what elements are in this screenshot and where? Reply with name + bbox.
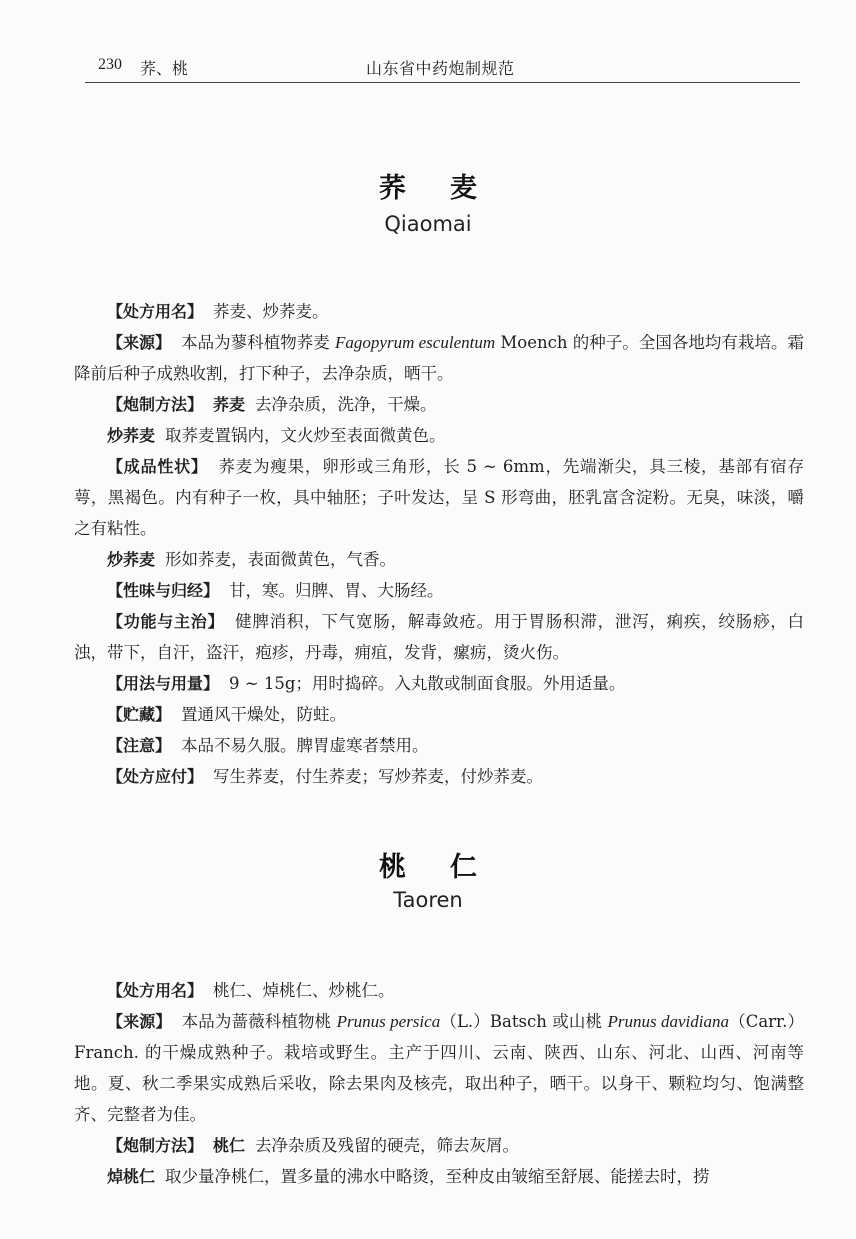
- paragraph-text: 形如荞麦，表面微黄色，气香。: [165, 550, 397, 569]
- header-rule: [85, 82, 800, 83]
- paragraph-text: 取少量净桃仁，置多量的沸水中略烫，至种皮由皱缩至舒展、能搓去时，捞: [165, 1167, 710, 1186]
- paragraph-processing-blanched: [74, 1161, 804, 1192]
- paragraph-prescription-names: [74, 975, 804, 1006]
- section-label: 【功能与主治】: [107, 612, 225, 631]
- sub-heading: 桃仁: [213, 1136, 246, 1155]
- entry-body: [74, 975, 804, 1192]
- paragraph-text: 健脾消积，下气宽肠，解毒敛疮。用于胃肠积滞，泄泻，痢疾，绞肠痧，白浊，带下，自汗，盗汗，疱疹，丹毒，痈疽，发背，瘰疬，烫火伤。: [74, 612, 804, 662]
- paragraph-text: 荞麦为瘦果，卵形或三角形，长 5 ~ 6mm，先端渐尖，具三棱，基部有宿存萼，黑褐色。内有种子一枚，具中轴胚；子叶发达，呈 S 形弯曲，胚乳富含淀粉。无臭，味淡，嚼之有粘性。: [74, 457, 804, 538]
- latin-name: Prunus davidiana: [607, 1012, 729, 1031]
- sub-heading: 荞麦: [213, 395, 246, 414]
- paragraph-dispensing: [74, 761, 804, 792]
- page-number: 230: [98, 56, 122, 73]
- paragraph-source: [74, 327, 804, 389]
- paragraph-caution: [74, 730, 804, 761]
- entry-title: 荞麦: [379, 173, 521, 204]
- paragraph-text: 桃仁、焯桃仁、炒桃仁。: [213, 981, 395, 1000]
- paragraph-text: 甘，寒。归脾、胃、大肠经。: [229, 581, 444, 600]
- section-label: 【成品性状】: [107, 457, 208, 476]
- paragraph-text: 9 ~ 15g；用时捣碎。入丸散或制面食服。外用适量。: [229, 674, 626, 693]
- paragraph-dosage: [74, 668, 804, 699]
- latin-name: Fagopyrum esculentum: [335, 333, 496, 352]
- section-label: 【炮制方法】: [107, 395, 204, 414]
- paragraph-processing: [74, 1130, 804, 1161]
- paragraph-processing: [74, 389, 804, 420]
- paragraph-characteristics: [74, 451, 804, 544]
- section-label: 【性味与归经】: [107, 581, 220, 600]
- paragraph-text: 去净杂质及残留的硬壳，筛去灰屑。: [255, 1136, 520, 1155]
- section-label: 【贮藏】: [107, 705, 172, 724]
- paragraph-nature-meridian: [74, 575, 804, 606]
- book-title: 山东省中药炮制规范: [366, 59, 515, 78]
- section-label: 【处方用名】: [107, 302, 204, 321]
- section-label: 【处方应付】: [107, 767, 204, 786]
- sub-heading: 焯桃仁: [107, 1167, 156, 1186]
- paragraph-text: 置通风干燥处，防蛀。: [181, 705, 347, 724]
- paragraph-functions: [74, 606, 804, 668]
- sub-heading: 炒荞麦: [107, 550, 156, 569]
- section-label: 荞、桃: [140, 59, 189, 78]
- paragraph-text: 本品为蔷薇科植物桃: [181, 1012, 337, 1031]
- entry-pinyin: Taoren: [393, 888, 463, 912]
- paragraph-text: 写生荞麦，付生荞麦；写炒荞麦，付炒荞麦。: [213, 767, 544, 786]
- running-head: [98, 54, 798, 82]
- section-label: 【来源】: [107, 1012, 172, 1031]
- entry-pinyin: Qiaomai: [384, 212, 472, 236]
- paragraph-text: 去净杂质，洗净，干燥。: [255, 395, 437, 414]
- entry-title: 桃仁: [379, 852, 521, 883]
- paragraph-text: 取荞麦置锅内，文火炒至表面微黄色。: [165, 426, 446, 445]
- sub-heading: 炒荞麦: [107, 426, 156, 445]
- paragraph-text: 本品为蓼科植物荞麦: [181, 333, 336, 352]
- section-label: 【用法与用量】: [107, 674, 220, 693]
- paragraph-characteristics-fried: [74, 544, 804, 575]
- section-label: 【炮制方法】: [107, 1136, 204, 1155]
- section-label: 【注意】: [107, 736, 172, 755]
- section-label: 【来源】: [107, 333, 172, 352]
- paragraph-prescription-names: [74, 296, 804, 327]
- section-label: 【处方用名】: [107, 981, 204, 1000]
- latin-name: Prunus persica: [336, 1012, 441, 1031]
- paragraph-processing-fried: [74, 420, 804, 451]
- paragraph-text: 荞麦、炒荞麦。: [213, 302, 329, 321]
- paragraph-source: [74, 1006, 804, 1130]
- paragraph-text: 本品不易久服。脾胃虚寒者禁用。: [181, 736, 429, 755]
- paragraph-text: （Carr.）Franch. 的干燥成熟种子。栽培或野生。主产于四川、云南、陕西、山东、河北、山西、河南等地。夏、秋二季果实成熟后采收，除去果肉及核壳，取出种子，晒干。以身干、颗粒均匀、饱满整齐、完整者为佳。: [74, 1012, 805, 1124]
- entry-body: [74, 296, 804, 792]
- paragraph-storage: [74, 699, 804, 730]
- paragraph-text: Moench 的种子。全国各地均有栽培。霜降前后种子成熟收割，打下种子，去净杂质，晒干。: [74, 333, 804, 383]
- paragraph-text: （L.）Batsch 或山桃: [440, 1012, 608, 1031]
